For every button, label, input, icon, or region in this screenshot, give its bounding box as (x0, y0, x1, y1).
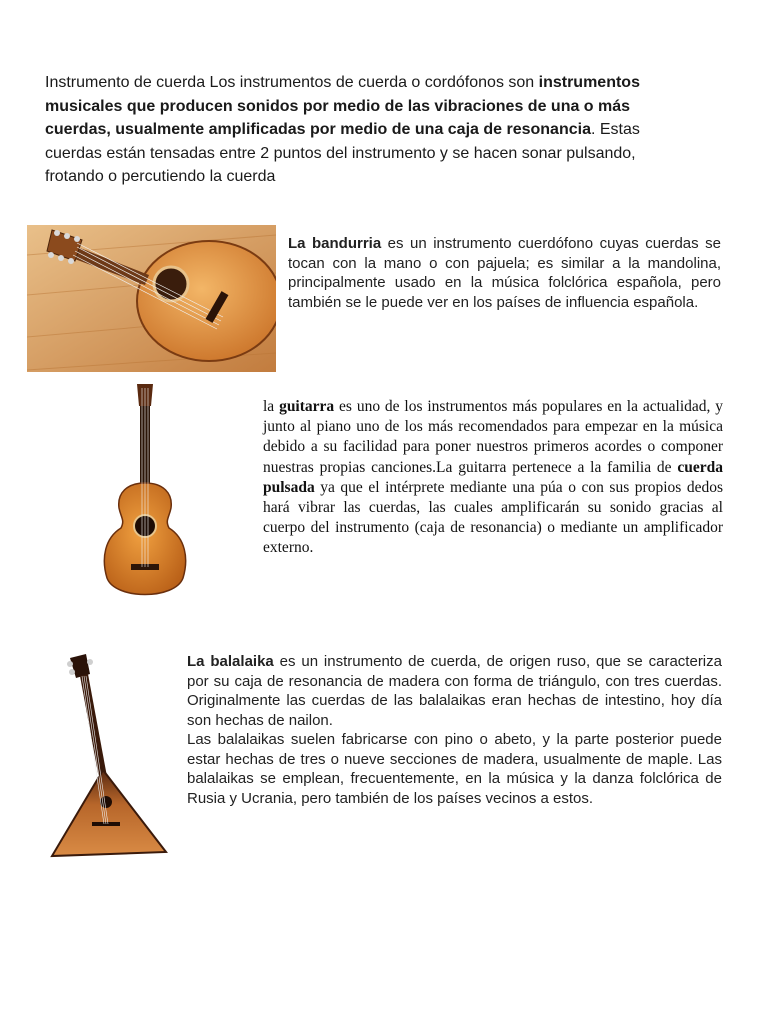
balalaika-title: La balalaika (187, 653, 274, 670)
bandurria-photo-icon (27, 225, 276, 372)
guitar-photo-icon (95, 378, 195, 606)
bandurria-text: es un instrumento cuerdófono cuyas cuerdas se tocan con la mano o con pajuela; es similar a la mandolina, principalmente usado en la música folclórica española, pero también se le puede ver en los países de influencia española. (288, 235, 721, 311)
intro-bold-text: instrumentos musicales que producen sonidos por medio de las vibraciones de una o más cuerdas, usualmente amplificadas por medio de una caja de resonancia (45, 74, 640, 138)
bandurria-title: La bandurria (288, 235, 382, 252)
intro-text-end: . Estas cuerdas están tensadas entre 2 puntos del instrumento y se hacen sonar pulsando, frotando o percutiendo la cuerda (45, 121, 640, 185)
guitar-bold-term: cuerda pulsada (263, 458, 723, 496)
balalaika-photo-icon (48, 652, 178, 860)
guitar-paragraph (263, 397, 723, 559)
bandurria-paragraph (288, 234, 721, 312)
balalaika-paragraph (187, 652, 722, 808)
guitar-text-2: ya que el intérprete mediante una púa o con sus propios dedos hará vibrar las cuerdas, las cuales amplificarán su sonido gracias al cuerpo del instrumento (caja de resonancia) o mediante un amplificador externo. (263, 478, 723, 557)
intro-paragraph (45, 71, 695, 189)
guitar-text-1: es uno de los instrumentos más populares en la actualidad, y junto al piano uno de los más recomendados para empezar en la música debido a su facilidad para poner nuestros primeros acordes o componer nuestras propias canciones.La guitarra pertenece a la familia de (263, 398, 723, 476)
balalaika-paragraph-2: Las balalaikas suelen fabricarse con pino o abeto, y la parte posterior puede estar hechas de tres o nueve secciones de madera, usualmente de maple. Las balalaikas se emplean, frecuentemente, en la música y la danza folclórica de Rusia y Ucrania, pero también de los países vecinos a estos. (187, 731, 722, 807)
guitar-prefix: la (263, 398, 280, 415)
intro-text: Instrumento de cuerda Los instrumentos de cuerda o cordófonos son (45, 74, 539, 91)
guitar-title: guitarra (279, 398, 335, 415)
balalaika-text: es un instrumento de cuerda, de origen ruso, que se caracteriza por su caja de resonancia de madera con forma de triángulo, con tres cuerdas. Originalmente las cuerdas de las balalaikas eran hechas de intestino, hoy día son hechas de nailon. (187, 653, 722, 729)
